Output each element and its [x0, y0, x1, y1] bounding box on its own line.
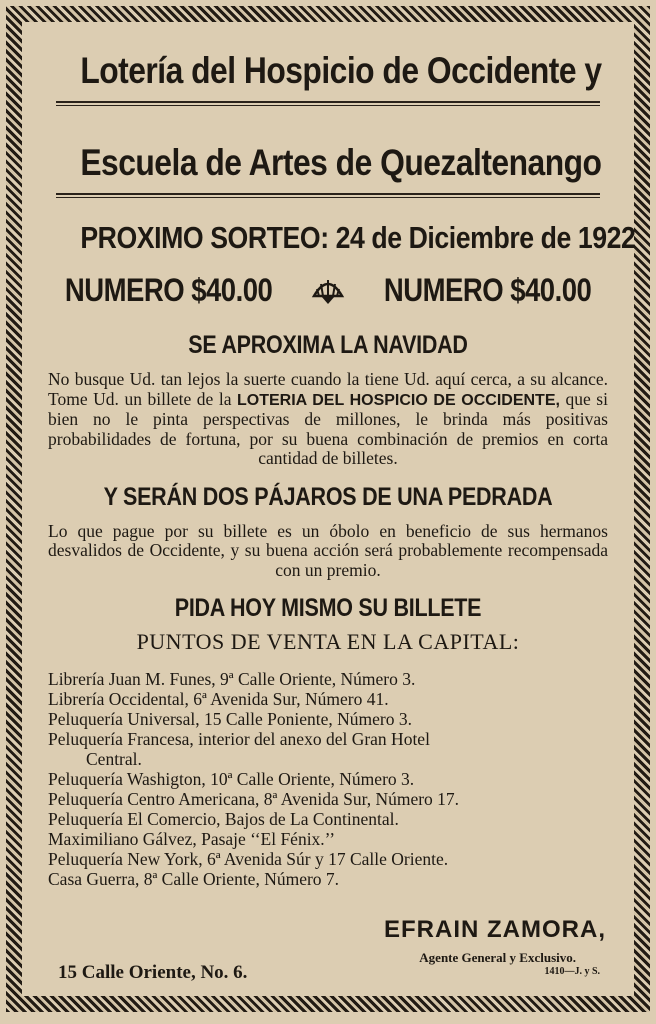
- sales-points-list: [48, 669, 616, 889]
- sales-points-heading: PUNTOS DE VENTA EN LA CAPITAL:: [136, 629, 520, 654]
- list-item: Maximiliano Gálvez, Pasaje ‘‘El Fénix.’’: [48, 829, 336, 849]
- list-item: Casa Guerra, 8ª Calle Oriente, Número 7.: [48, 869, 340, 889]
- price-right: NUMERO $40.00: [383, 272, 592, 308]
- list-item: Central.: [86, 749, 142, 769]
- list-item: Librería Occidental, 6ª Avenida Sur, Número 41.: [48, 689, 389, 709]
- agent-signature: [384, 916, 606, 966]
- title-line-2: Escuela de Artes de Quezaltenango: [80, 142, 602, 183]
- list-item: Peluquería New York, 6ª Avenida Súr y 17 Calle Oriente.: [48, 849, 449, 869]
- ad-content: [40, 30, 636, 889]
- ticket-price-row: [48, 272, 608, 309]
- print-code: 1410—J. y S.: [544, 966, 600, 977]
- paragraph-suerte-part-2: que si bien no le pinta perspectivas de millones, le brinda más positivas probabilidades de fortuna, por su buena combinación de premios en corta cantidad de billetes.: [48, 388, 608, 468]
- title-divider-2: [56, 193, 600, 198]
- heading-navidad: SE APROXIMA LA NAVIDAD: [188, 331, 468, 359]
- agent-name: EFRAIN ZAMORA,: [384, 916, 606, 943]
- list-item: Peluquería Washigton, 10ª Calle Oriente, Número 3.: [48, 769, 415, 789]
- agent-role: Agente General y Exclusivo.: [419, 950, 576, 965]
- list-item: Peluquería Universal, 15 Calle Poniente, Número 3.: [48, 709, 413, 729]
- list-item: Peluquería El Comercio, Bajos de La Continental.: [48, 809, 399, 829]
- title-divider-1: [56, 101, 600, 106]
- paragraph-suerte-part-1: No busque Ud. tan lejos la suerte cuando la tiene Ud. aquí cerca, a su alcance. Tome Ud. un billete de la: [48, 369, 608, 409]
- heading-pida: PIDA HOY MISMO SU BILLETE: [174, 594, 482, 622]
- draw-date: PROXIMO SORTEO: 24 de Diciembre de 1922: [80, 220, 636, 255]
- list-item: Peluquería Centro Americana, 8ª Avenida Sur, Número 17.: [48, 789, 460, 809]
- list-item: Peluquería Francesa, interior del anexo del Gran Hotel: [48, 729, 430, 749]
- lottery-name-emphasis: LOTERIA DEL HOSPICIO DE OCCIDENTE,: [237, 391, 560, 409]
- paragraph-suerte: [48, 370, 608, 469]
- title-line-1: Lotería del Hospicio de Occidente y: [80, 50, 602, 91]
- paragraph-obolo: Lo que pague por su billete es un óbolo en beneficio de sus hermanos desvalidos de Occidente, y su buena acción será probablemente recompensada con un premio.: [48, 520, 608, 580]
- list-item: Librería Juan M. Funes, 9ª Calle Oriente, Número 3.: [48, 669, 416, 689]
- shell-emblem-icon: [311, 276, 345, 306]
- heading-pajaros: Y SERÁN DOS PÁJAROS DE UNA PEDRADA: [103, 482, 553, 511]
- office-address: 15 Calle Oriente, No. 6.: [58, 962, 248, 983]
- price-left: NUMERO $40.00: [64, 272, 273, 308]
